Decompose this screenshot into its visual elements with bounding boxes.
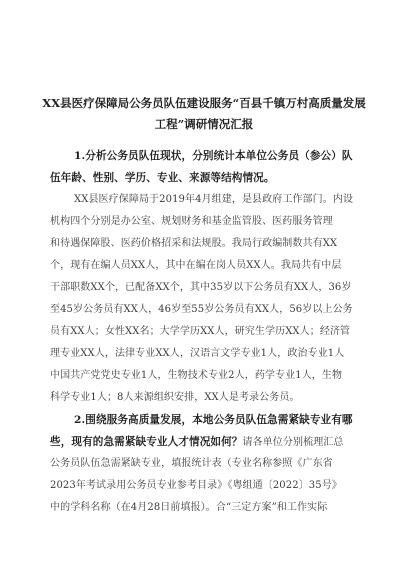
section2-heading-bold-part: 些，现有的急需紧缺专业人才情况如何？	[50, 436, 243, 448]
section1-body-line: 科学专业1人；8人来源组织安排，XX人是考录公务员。	[50, 392, 300, 403]
section1-body-line: 干部职数XX个，已配备XX个，其中35岁以下公务员有XX人，36岁	[50, 282, 352, 293]
section1-heading-line-2: 伍年龄、性别、学历、专业、来源等结构情况。	[50, 172, 275, 184]
section1-body-line: 员有XX人；女性XX名；大学学历XX人，研究生学历XX人；经济管	[50, 326, 351, 337]
section2-body-line: 中的学科名称（在4月28日前填报）。合“三定方案”和工作实际	[50, 502, 328, 513]
section1-body-line: 至45岁公务员有XX人，46岁至55岁公务员有XX人，56岁以上公务	[50, 304, 353, 315]
section1-body-line: 中国共产党党史专业1人，生物技术专业2人，药学专业1人，生物	[50, 370, 343, 381]
section2-body-line: 2023年考试录用公务员专业参考目录》《粤组通〔2022〕35号》	[50, 480, 342, 491]
section2-body-line: 公务员队伍急需紧缺专业，填报统计表（专业名称参照《广东省	[50, 458, 333, 469]
title-line-2: 工程”调研情况汇报	[154, 117, 254, 131]
section1-heading-line-1: 1.分析公务员队伍现状，分别统计本单位公务员（参公）队	[74, 150, 353, 162]
section1-body-line: 理专业XX人，法律专业XX人，汉语言文学专业1人，政治专业1人	[50, 348, 345, 359]
document-title	[40, 93, 368, 137]
section1-body-line: 个，现有在编人员XX人，其中在编在岗人员XX人。我局共有中层	[50, 260, 342, 271]
section2-heading-line-1: 2.围绕服务高质量发展，本地公务员队伍急需紧缺专业有哪	[74, 414, 353, 426]
section1-body-line: XX县医疗保障局于2019年4月组建，是县政府工作部门。内设	[74, 194, 354, 205]
section2-heading-line-2	[50, 435, 344, 450]
section1-body-line: 机构四个分别是办公室、规划财务和基金监管股、医药服务管理	[50, 216, 333, 227]
title-line-1: XX县医疗保障局公务员队伍建设服务“百县千镇万村高质量发展	[42, 96, 366, 110]
section2-heading-normal-part: 请各单位分别梳理汇总	[242, 437, 344, 448]
section1-body-line: 和待遇保障股、医药价格招采和法规股。我局行政编制数共有XX	[50, 238, 338, 249]
